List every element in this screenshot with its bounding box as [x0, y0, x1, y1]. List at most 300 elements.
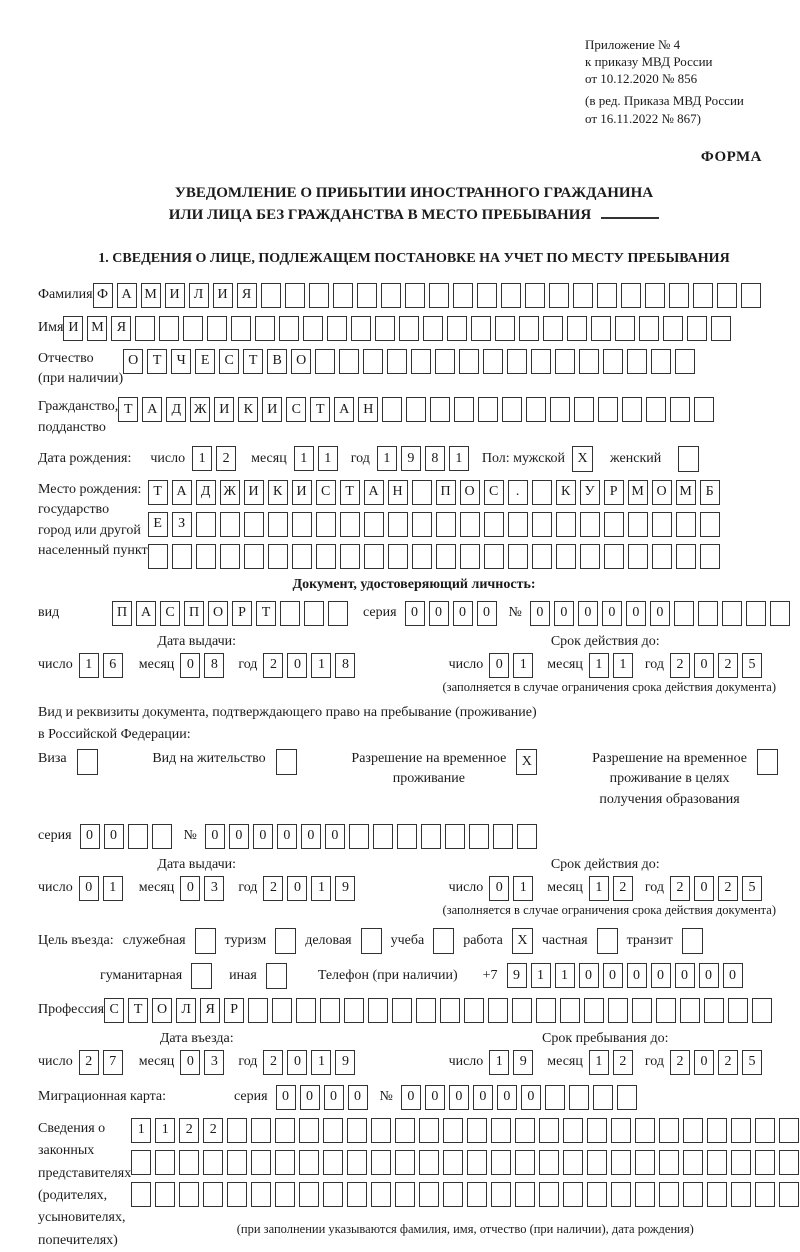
char-cell[interactable]	[435, 349, 455, 374]
char-cell[interactable]: 1	[192, 446, 212, 471]
char-cell[interactable]: 8	[425, 446, 445, 471]
char-cell[interactable]: 0	[603, 963, 623, 988]
char-cell[interactable]	[731, 1118, 751, 1143]
char-cell[interactable]: Я	[237, 283, 257, 308]
char-cell[interactable]	[285, 283, 305, 308]
char-cell[interactable]	[339, 349, 359, 374]
char-cell[interactable]	[275, 1118, 295, 1143]
char-cell[interactable]: С	[286, 397, 306, 422]
char-cell[interactable]	[296, 998, 316, 1023]
char-cell[interactable]	[272, 998, 292, 1023]
char-cell[interactable]	[663, 316, 683, 341]
char-cell[interactable]: 0	[627, 963, 647, 988]
checkbox-residence-permit[interactable]	[276, 749, 297, 775]
char-cell[interactable]	[347, 1118, 367, 1143]
char-cell[interactable]: 9	[401, 446, 421, 471]
char-cell[interactable]	[421, 824, 441, 849]
char-cell[interactable]	[275, 1182, 295, 1207]
char-cell[interactable]: 0	[324, 1085, 344, 1110]
char-cell[interactable]: 2	[670, 653, 690, 678]
char-cell[interactable]	[323, 1118, 343, 1143]
char-cell[interactable]	[593, 1085, 613, 1110]
char-cell[interactable]	[573, 283, 593, 308]
char-cell[interactable]	[429, 283, 449, 308]
char-cell[interactable]: 2	[263, 653, 283, 678]
char-cell[interactable]: А	[136, 601, 156, 626]
char-cell[interactable]	[755, 1182, 775, 1207]
char-cell[interactable]	[375, 316, 395, 341]
char-cell[interactable]: Т	[148, 480, 168, 505]
checkbox-purpose-study[interactable]	[433, 928, 454, 954]
char-cell[interactable]	[731, 1182, 751, 1207]
char-cell[interactable]: Р	[224, 998, 244, 1023]
char-cell[interactable]	[299, 1118, 319, 1143]
char-cell[interactable]	[447, 316, 467, 341]
char-cell[interactable]: 1	[311, 876, 331, 901]
char-cell[interactable]	[388, 544, 408, 569]
char-cell[interactable]: К	[268, 480, 288, 505]
checkbox-purpose-business[interactable]	[361, 928, 382, 954]
char-cell[interactable]	[347, 1150, 367, 1175]
char-cell[interactable]: 0	[521, 1085, 541, 1110]
char-cell[interactable]: А	[172, 480, 192, 505]
char-cell[interactable]	[611, 1118, 631, 1143]
char-cell[interactable]: 0	[80, 824, 100, 849]
char-cell[interactable]: 1	[377, 446, 397, 471]
char-cell[interactable]: 0	[477, 601, 497, 626]
char-cell[interactable]	[443, 1150, 463, 1175]
char-cell[interactable]	[387, 349, 407, 374]
char-cell[interactable]: Ж	[220, 480, 240, 505]
char-cell[interactable]: 3	[204, 1050, 224, 1075]
char-cell[interactable]	[683, 1182, 703, 1207]
char-cell[interactable]	[196, 512, 216, 537]
char-cell[interactable]	[135, 316, 155, 341]
char-cell[interactable]	[659, 1150, 679, 1175]
char-cell[interactable]: 0	[276, 1085, 296, 1110]
checkbox-male[interactable]: X	[572, 446, 593, 472]
char-cell[interactable]	[303, 316, 323, 341]
char-cell[interactable]: Е	[148, 512, 168, 537]
char-cell[interactable]	[172, 544, 192, 569]
char-cell[interactable]	[207, 316, 227, 341]
char-cell[interactable]	[320, 998, 340, 1023]
char-cell[interactable]	[598, 397, 618, 422]
char-cell[interactable]: О	[291, 349, 311, 374]
char-cell[interactable]	[569, 1085, 589, 1110]
char-cell[interactable]: 2	[216, 446, 236, 471]
char-cell[interactable]	[579, 349, 599, 374]
char-cell[interactable]	[680, 998, 700, 1023]
char-cell[interactable]	[261, 283, 281, 308]
char-cell[interactable]	[220, 544, 240, 569]
char-cell[interactable]: 1	[155, 1118, 175, 1143]
char-cell[interactable]	[611, 1182, 631, 1207]
char-cell[interactable]	[251, 1182, 271, 1207]
checkbox-purpose-other[interactable]	[266, 963, 287, 989]
char-cell[interactable]	[519, 316, 539, 341]
char-cell[interactable]	[683, 1150, 703, 1175]
char-cell[interactable]	[515, 1182, 535, 1207]
char-cell[interactable]	[471, 316, 491, 341]
char-cell[interactable]: 0	[287, 876, 307, 901]
char-cell[interactable]: 0	[579, 963, 599, 988]
char-cell[interactable]: 1	[555, 963, 575, 988]
char-cell[interactable]: 0	[489, 876, 509, 901]
checkbox-purpose-transit[interactable]	[682, 928, 703, 954]
char-cell[interactable]	[227, 1118, 247, 1143]
char-cell[interactable]	[304, 601, 324, 626]
char-cell[interactable]	[491, 1150, 511, 1175]
char-cell[interactable]	[652, 544, 672, 569]
char-cell[interactable]	[694, 397, 714, 422]
char-cell[interactable]	[545, 1085, 565, 1110]
char-cell[interactable]	[675, 349, 695, 374]
char-cell[interactable]: 9	[507, 963, 527, 988]
char-cell[interactable]: 0	[694, 653, 714, 678]
char-cell[interactable]	[371, 1150, 391, 1175]
char-cell[interactable]	[268, 544, 288, 569]
char-cell[interactable]: 0	[405, 601, 425, 626]
char-cell[interactable]	[628, 512, 648, 537]
char-cell[interactable]	[635, 1182, 655, 1207]
char-cell[interactable]	[299, 1150, 319, 1175]
char-cell[interactable]	[227, 1182, 247, 1207]
char-cell[interactable]: К	[238, 397, 258, 422]
char-cell[interactable]	[484, 544, 504, 569]
char-cell[interactable]: Т	[340, 480, 360, 505]
char-cell[interactable]: Д	[166, 397, 186, 422]
char-cell[interactable]: .	[508, 480, 528, 505]
char-cell[interactable]	[477, 283, 497, 308]
char-cell[interactable]	[491, 1182, 511, 1207]
char-cell[interactable]	[323, 1182, 343, 1207]
char-cell[interactable]	[231, 316, 251, 341]
char-cell[interactable]: С	[316, 480, 336, 505]
char-cell[interactable]	[567, 316, 587, 341]
char-cell[interactable]	[628, 544, 648, 569]
char-cell[interactable]: 1	[613, 653, 633, 678]
char-cell[interactable]	[179, 1182, 199, 1207]
char-cell[interactable]	[526, 397, 546, 422]
char-cell[interactable]: 0	[530, 601, 550, 626]
char-cell[interactable]	[639, 316, 659, 341]
char-cell[interactable]	[299, 1182, 319, 1207]
char-cell[interactable]	[179, 1150, 199, 1175]
char-cell[interactable]	[728, 998, 748, 1023]
char-cell[interactable]	[532, 480, 552, 505]
char-cell[interactable]: 2	[718, 653, 738, 678]
char-cell[interactable]	[478, 397, 498, 422]
char-cell[interactable]	[292, 512, 312, 537]
char-cell[interactable]: 0	[578, 601, 598, 626]
char-cell[interactable]	[491, 1118, 511, 1143]
char-cell[interactable]	[155, 1182, 175, 1207]
char-cell[interactable]	[507, 349, 527, 374]
char-cell[interactable]	[316, 512, 336, 537]
char-cell[interactable]	[597, 283, 617, 308]
char-cell[interactable]: А	[334, 397, 354, 422]
char-cell[interactable]: 6	[103, 653, 123, 678]
char-cell[interactable]	[755, 1150, 775, 1175]
char-cell[interactable]	[280, 601, 300, 626]
char-cell[interactable]: 0	[180, 653, 200, 678]
char-cell[interactable]	[676, 544, 696, 569]
char-cell[interactable]: 1	[449, 446, 469, 471]
char-cell[interactable]	[779, 1118, 799, 1143]
char-cell[interactable]	[676, 512, 696, 537]
char-cell[interactable]	[622, 397, 642, 422]
char-cell[interactable]	[340, 544, 360, 569]
char-cell[interactable]	[309, 283, 329, 308]
char-cell[interactable]	[517, 824, 537, 849]
char-cell[interactable]: И	[292, 480, 312, 505]
char-cell[interactable]: 0	[229, 824, 249, 849]
char-cell[interactable]: 0	[675, 963, 695, 988]
char-cell[interactable]	[363, 349, 383, 374]
char-cell[interactable]	[453, 283, 473, 308]
char-cell[interactable]: И	[214, 397, 234, 422]
char-cell[interactable]: 1	[589, 653, 609, 678]
char-cell[interactable]	[155, 1150, 175, 1175]
char-cell[interactable]: А	[364, 480, 384, 505]
char-cell[interactable]	[416, 998, 436, 1023]
char-cell[interactable]	[333, 283, 353, 308]
char-cell[interactable]	[525, 283, 545, 308]
char-cell[interactable]	[746, 601, 766, 626]
char-cell[interactable]: 0	[253, 824, 273, 849]
char-cell[interactable]: А	[142, 397, 162, 422]
char-cell[interactable]	[501, 283, 521, 308]
char-cell[interactable]: О	[652, 480, 672, 505]
char-cell[interactable]	[159, 316, 179, 341]
char-cell[interactable]	[131, 1150, 151, 1175]
char-cell[interactable]: 1	[513, 876, 533, 901]
char-cell[interactable]	[412, 480, 432, 505]
char-cell[interactable]: Т	[243, 349, 263, 374]
char-cell[interactable]	[755, 1118, 775, 1143]
char-cell[interactable]: 1	[79, 653, 99, 678]
char-cell[interactable]	[632, 998, 652, 1023]
char-cell[interactable]: 2	[670, 876, 690, 901]
char-cell[interactable]	[405, 283, 425, 308]
char-cell[interactable]: М	[676, 480, 696, 505]
char-cell[interactable]: 0	[694, 876, 714, 901]
char-cell[interactable]: 1	[531, 963, 551, 988]
char-cell[interactable]	[454, 397, 474, 422]
char-cell[interactable]: О	[208, 601, 228, 626]
char-cell[interactable]	[683, 1118, 703, 1143]
char-cell[interactable]	[459, 349, 479, 374]
char-cell[interactable]: 2	[79, 1050, 99, 1075]
char-cell[interactable]: 0	[425, 1085, 445, 1110]
checkbox-purpose-humanitarian[interactable]	[191, 963, 212, 989]
checkbox-purpose-work[interactable]: X	[512, 928, 533, 954]
char-cell[interactable]: С	[484, 480, 504, 505]
char-cell[interactable]: Т	[118, 397, 138, 422]
char-cell[interactable]	[395, 1150, 415, 1175]
char-cell[interactable]	[722, 601, 742, 626]
char-cell[interactable]	[443, 1118, 463, 1143]
char-cell[interactable]: 0	[287, 1050, 307, 1075]
checkbox-purpose-official[interactable]	[195, 928, 216, 954]
char-cell[interactable]: И	[165, 283, 185, 308]
char-cell[interactable]	[248, 998, 268, 1023]
char-cell[interactable]: Л	[189, 283, 209, 308]
char-cell[interactable]	[543, 316, 563, 341]
char-cell[interactable]: 9	[335, 876, 355, 901]
char-cell[interactable]	[731, 1150, 751, 1175]
char-cell[interactable]	[627, 349, 647, 374]
char-cell[interactable]: 1	[131, 1118, 151, 1143]
char-cell[interactable]	[227, 1150, 247, 1175]
char-cell[interactable]	[128, 824, 148, 849]
char-cell[interactable]	[587, 1118, 607, 1143]
char-cell[interactable]	[574, 397, 594, 422]
char-cell[interactable]: 1	[318, 446, 338, 471]
char-cell[interactable]	[484, 512, 504, 537]
char-cell[interactable]	[469, 824, 489, 849]
char-cell[interactable]: 0	[651, 963, 671, 988]
char-cell[interactable]: 2	[718, 1050, 738, 1075]
char-cell[interactable]: Т	[256, 601, 276, 626]
char-cell[interactable]	[532, 512, 552, 537]
char-cell[interactable]	[502, 397, 522, 422]
char-cell[interactable]	[704, 998, 724, 1023]
char-cell[interactable]	[430, 397, 450, 422]
char-cell[interactable]: И	[63, 316, 83, 341]
checkbox-temp-residence-education[interactable]	[757, 749, 778, 775]
char-cell[interactable]: 0	[325, 824, 345, 849]
char-cell[interactable]: З	[172, 512, 192, 537]
char-cell[interactable]	[382, 397, 402, 422]
char-cell[interactable]	[659, 1182, 679, 1207]
char-cell[interactable]	[587, 1150, 607, 1175]
char-cell[interactable]: 0	[723, 963, 743, 988]
checkbox-purpose-tourism[interactable]	[275, 928, 296, 954]
checkbox-temp-residence[interactable]: X	[516, 749, 537, 775]
char-cell[interactable]: 0	[449, 1085, 469, 1110]
char-cell[interactable]: 5	[742, 876, 762, 901]
char-cell[interactable]	[395, 1182, 415, 1207]
char-cell[interactable]: 2	[203, 1118, 223, 1143]
char-cell[interactable]: Б	[700, 480, 720, 505]
char-cell[interactable]	[419, 1118, 439, 1143]
char-cell[interactable]	[148, 544, 168, 569]
char-cell[interactable]	[687, 316, 707, 341]
char-cell[interactable]	[460, 544, 480, 569]
char-cell[interactable]	[255, 316, 275, 341]
char-cell[interactable]	[445, 824, 465, 849]
char-cell[interactable]	[406, 397, 426, 422]
char-cell[interactable]: 0	[429, 601, 449, 626]
char-cell[interactable]	[347, 1182, 367, 1207]
char-cell[interactable]: Р	[604, 480, 624, 505]
char-cell[interactable]: 2	[613, 876, 633, 901]
char-cell[interactable]: М	[87, 316, 107, 341]
char-cell[interactable]	[670, 397, 690, 422]
char-cell[interactable]	[244, 544, 264, 569]
char-cell[interactable]	[436, 512, 456, 537]
char-cell[interactable]: 5	[742, 653, 762, 678]
char-cell[interactable]: 8	[204, 653, 224, 678]
char-cell[interactable]	[659, 1118, 679, 1143]
char-cell[interactable]	[392, 998, 412, 1023]
char-cell[interactable]	[563, 1150, 583, 1175]
char-cell[interactable]	[327, 316, 347, 341]
char-cell[interactable]	[556, 512, 576, 537]
char-cell[interactable]: 5	[742, 1050, 762, 1075]
char-cell[interactable]	[464, 998, 484, 1023]
char-cell[interactable]: 1	[311, 1050, 331, 1075]
char-cell[interactable]: Ч	[171, 349, 191, 374]
char-cell[interactable]: 0	[489, 653, 509, 678]
char-cell[interactable]	[617, 1085, 637, 1110]
char-cell[interactable]	[152, 824, 172, 849]
char-cell[interactable]	[549, 283, 569, 308]
char-cell[interactable]	[251, 1150, 271, 1175]
char-cell[interactable]	[621, 283, 641, 308]
char-cell[interactable]	[693, 283, 713, 308]
char-cell[interactable]: 2	[263, 876, 283, 901]
char-cell[interactable]: К	[556, 480, 576, 505]
char-cell[interactable]	[556, 544, 576, 569]
char-cell[interactable]: Т	[128, 998, 148, 1023]
char-cell[interactable]: 2	[263, 1050, 283, 1075]
char-cell[interactable]: П	[436, 480, 456, 505]
char-cell[interactable]	[580, 544, 600, 569]
char-cell[interactable]: 0	[180, 1050, 200, 1075]
char-cell[interactable]	[604, 512, 624, 537]
char-cell[interactable]	[539, 1118, 559, 1143]
char-cell[interactable]	[515, 1118, 535, 1143]
char-cell[interactable]: Н	[358, 397, 378, 422]
char-cell[interactable]	[381, 283, 401, 308]
char-cell[interactable]: Н	[388, 480, 408, 505]
char-cell[interactable]	[707, 1118, 727, 1143]
char-cell[interactable]: Ф	[93, 283, 113, 308]
char-cell[interactable]	[770, 601, 790, 626]
char-cell[interactable]: О	[152, 998, 172, 1023]
char-cell[interactable]	[603, 349, 623, 374]
char-cell[interactable]	[340, 512, 360, 537]
char-cell[interactable]	[316, 544, 336, 569]
char-cell[interactable]: 0	[650, 601, 670, 626]
char-cell[interactable]	[203, 1150, 223, 1175]
char-cell[interactable]	[323, 1150, 343, 1175]
char-cell[interactable]	[779, 1150, 799, 1175]
char-cell[interactable]	[357, 283, 377, 308]
char-cell[interactable]	[651, 349, 671, 374]
char-cell[interactable]	[364, 512, 384, 537]
char-cell[interactable]: 0	[180, 876, 200, 901]
char-cell[interactable]: 8	[335, 653, 355, 678]
char-cell[interactable]: 1	[589, 876, 609, 901]
char-cell[interactable]: Т	[147, 349, 167, 374]
char-cell[interactable]	[550, 397, 570, 422]
char-cell[interactable]: Ж	[190, 397, 210, 422]
char-cell[interactable]	[752, 998, 772, 1023]
char-cell[interactable]: 0	[473, 1085, 493, 1110]
char-cell[interactable]	[412, 512, 432, 537]
char-cell[interactable]: 0	[205, 824, 225, 849]
char-cell[interactable]: Л	[176, 998, 196, 1023]
char-cell[interactable]	[351, 316, 371, 341]
char-cell[interactable]: 9	[335, 1050, 355, 1075]
char-cell[interactable]: 7	[103, 1050, 123, 1075]
char-cell[interactable]: М	[628, 480, 648, 505]
char-cell[interactable]	[580, 512, 600, 537]
